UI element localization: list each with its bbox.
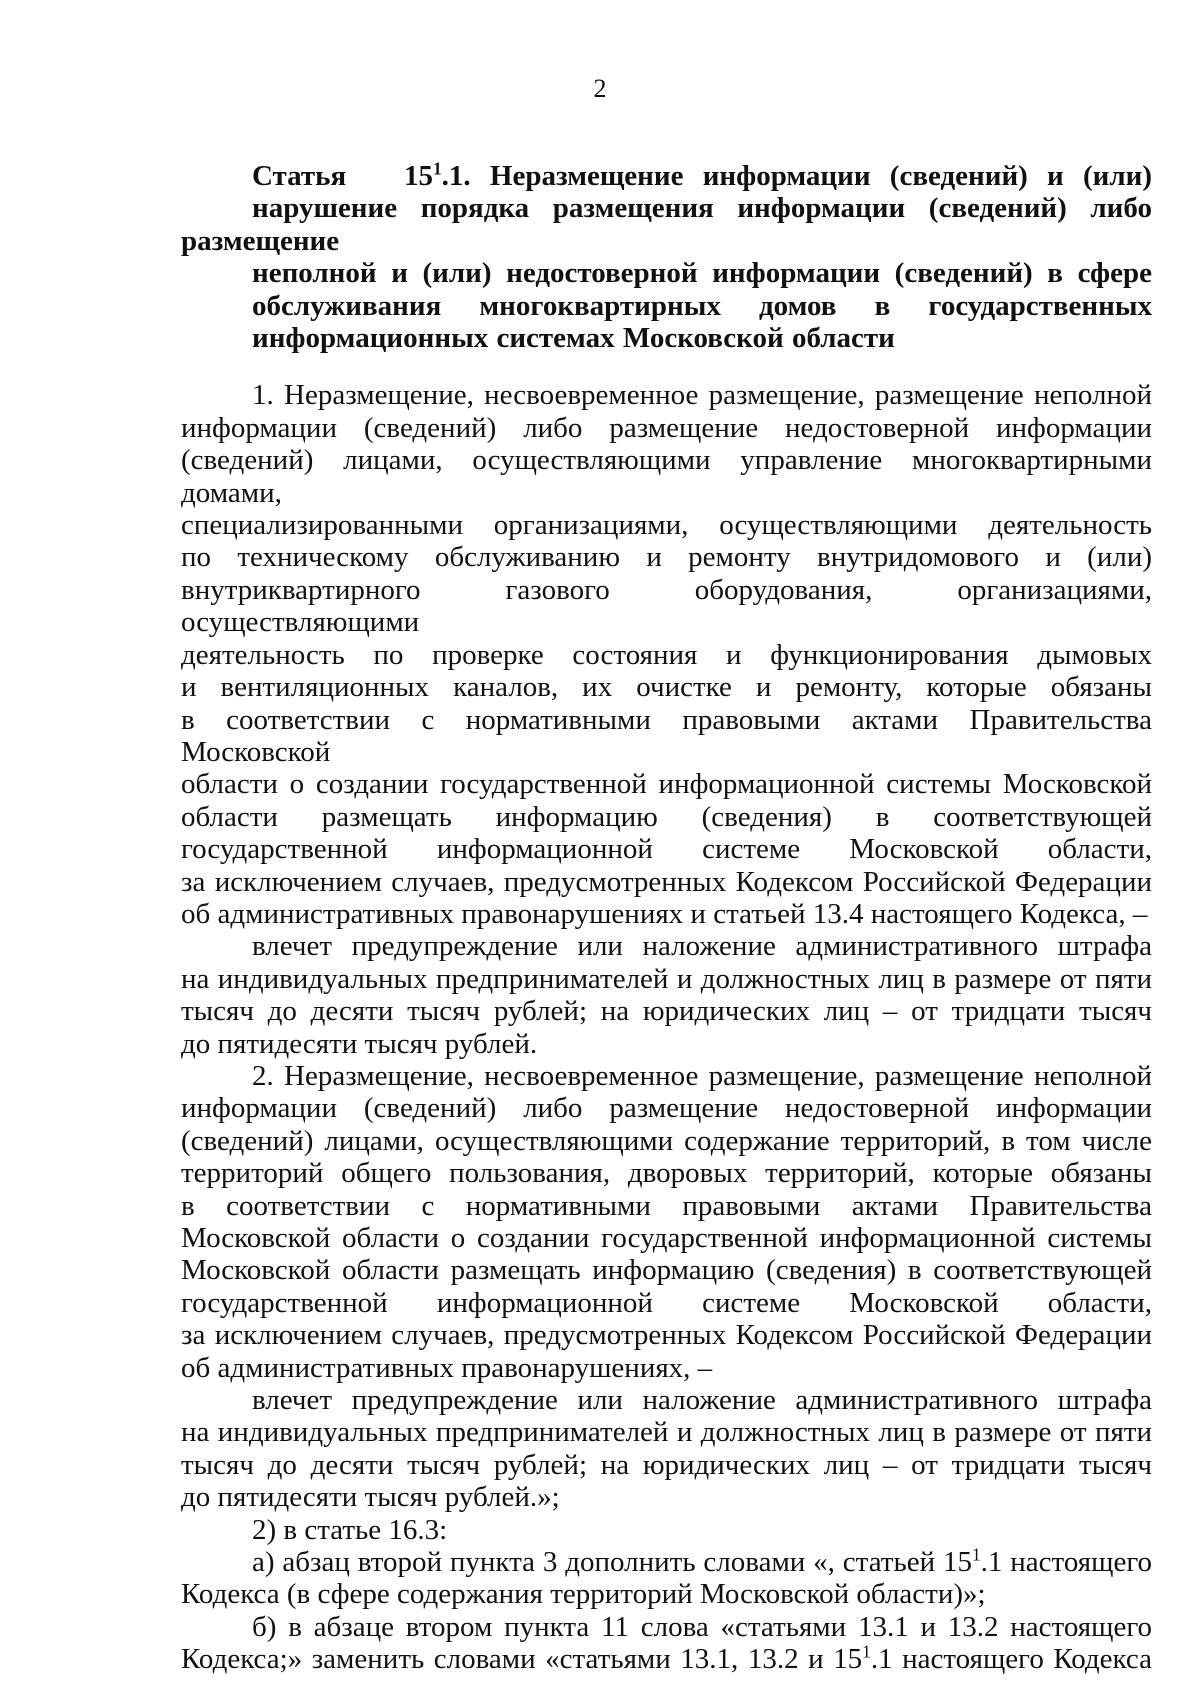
paragraph-text: территорий общего пользования, дворовых территорий, которые обязаны [181,1157,1152,1190]
article-title-line: нарушение порядка размещения информации (сведений) либо размещение [181,192,1152,257]
paragraph-text: Московской области о создании государственной информационной системы [181,1222,1152,1254]
paragraph-line [181,541,1152,573]
paragraph-text: деятельность по проверке состояния и функционирования дымовых [181,638,1152,671]
paragraph-line [181,963,1152,995]
paragraph-text: по техническому обслуживанию и ремонту внутридомового и (или) [181,541,1152,574]
paragraph-text: до пятидесяти тысяч рублей. [181,1027,538,1060]
paragraph-line [181,1125,1152,1157]
paragraph-line [181,639,1152,671]
paragraph-line [181,1287,1152,1319]
paragraph-text: Московской области размещать информацию (сведения) в соответствующей [181,1254,1152,1287]
paragraph-line [181,930,1152,962]
paragraph-text: 1. Неразмещение, несвоевременное размещение, размещение неполной [252,379,1152,412]
paragraph-text: области размещать информацию (сведения) в соответствующей [181,800,1152,833]
article-number: $15^1.1$. [403,158,471,192]
paragraph-line [181,1319,1152,1351]
amendment-b-cont [181,1643,1152,1675]
paragraph-text: специализированными организациями, осуществляющими деятельность [181,509,1152,542]
paragraph-line [181,379,1152,411]
document-body [181,160,1152,1676]
paragraph-text: внутриквартирного газового оборудования, организациями, осуществляющими [181,573,1152,639]
article-title-line: Неразмещение информации (сведений) и (или) [489,160,1153,192]
paragraph-line [181,1060,1152,1092]
paragraph-line [181,574,1152,639]
article-label: Статья [252,160,347,192]
page-number: 2 [593,74,607,103]
paragraph-text: влечет предупреждение или наложение административного штрафа [252,1384,1152,1417]
paragraph-line [181,671,1152,703]
paragraph-line [181,704,1152,769]
article-heading [181,160,1152,354]
paragraph-text: об административных правонарушениях, – [181,1351,713,1384]
paragraph-line [181,801,1152,833]
paragraph-text: государственной информационной системе Московской области, [181,833,1152,866]
amendment-a-line-2: Кодекса (в сфере содержания территорий Московской области)»; [181,1578,986,1611]
paragraph-text: за исключением случаев, предусмотренных Кодексом Российской Федерации [181,865,1152,898]
paragraph-line [181,1416,1152,1448]
paragraph-text: информации (сведений) либо размещение недостоверной информации [181,1092,1152,1125]
paragraph-text: тысяч до десяти тысяч рублей; на юридических лиц – от тридцати тысяч [181,1448,1152,1481]
paragraph-text: информации (сведений) либо размещение недостоверной информации [181,411,1152,444]
article-title-line: информационных системах Московской области [252,322,895,355]
paragraph-line [181,1190,1152,1222]
paragraph-text: в соответствии с нормативными правовыми актами Правительства Московской [181,703,1152,768]
paragraph-text: тысяч до десяти тысяч рублей; на юридических лиц – от тридцати тысяч [181,995,1152,1028]
paragraph-text: 2. Неразмещение, несвоевременное размещение, размещение неполной [252,1059,1152,1092]
paragraph-line [181,833,1152,865]
amendment-a [181,1546,1152,1578]
paragraph-text: области о создании государственной информационной системы Московской [181,768,1152,801]
article-title-line: обслуживания многоквартирных домов в государственных [252,289,1152,322]
paragraph-line [181,1449,1152,1481]
paragraph-text: и вентиляционных каналов, их очистке и ремонту, которые обязаны [181,671,1152,704]
article-title-line: неполной и (или) недостоверной информации (сведений) в сфере [252,257,1152,290]
amendment-a-line-1: а) абзац второй пункта 3 дополнить словами «, статьей $15^1.1$ настоящего [252,1544,1153,1579]
paragraph-text: за исключением случаев, предусмотренных Кодексом Российской Федерации [181,1319,1152,1352]
paragraph-text: на индивидуальных предпринимателей и должностных лиц в размере от пяти [181,962,1152,995]
paragraph-line [181,1254,1152,1286]
amendment-b-line-1: б) в абзаце втором пункта 11 слова «статьями 13.1 и 13.2 настоящего [252,1610,1152,1643]
paragraph-line [181,898,1152,930]
paragraph-text: до пятидесяти тысяч рублей.»; [181,1481,560,1514]
paragraph-line [181,1514,1152,1546]
paragraph-line [181,768,1152,800]
paragraph-line [181,1222,1152,1254]
paragraph-text: влечет предупреждение или наложение административного штрафа [252,930,1152,963]
paragraphs-container [181,379,1152,1546]
paragraph-text: 2) в статье 16.3: [252,1513,448,1546]
paragraph-line [181,1028,1152,1060]
amendment-b [181,1611,1152,1643]
article-heading-line-1 [181,160,1152,192]
paragraph-text: (сведений) лицами, осуществляющими управление многоквартирными домами, [181,444,1152,509]
paragraph-line [181,1384,1152,1416]
paragraph-line [181,412,1152,444]
paragraph-line [181,1352,1152,1384]
paragraph-text: на индивидуальных предпринимателей и должностных лиц в размере от пяти [181,1416,1152,1449]
paragraph-line [181,1157,1152,1189]
paragraph-text: (сведений) лицами, осуществляющими содержание территорий, в том числе [181,1124,1152,1157]
paragraph-text: об административных правонарушениях и статьей 13.4 настоящего Кодекса, – [181,897,1148,930]
amendment-a-cont [181,1578,1152,1610]
paragraph-line [181,509,1152,541]
amendment-b-line-2: Кодекса;» заменить словами «статьями 13.1, 13.2 и $15^1.1$ настоящего Кодекса [181,1641,1153,1676]
paragraph-line [181,995,1152,1027]
paragraph-line [181,866,1152,898]
paragraph-text: в соответствии с нормативными правовыми актами Правительства [181,1189,1152,1222]
paragraph-line [181,1481,1152,1513]
paragraph-line [181,444,1152,509]
paragraph-text: государственной информационной системе Московской области, [181,1286,1152,1319]
paragraph-line [181,1092,1152,1124]
